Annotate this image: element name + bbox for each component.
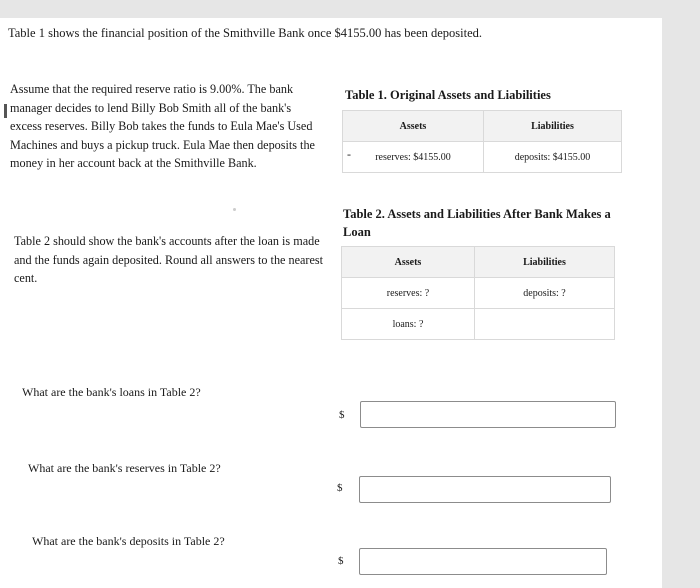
currency-symbol: $: [339, 409, 345, 421]
table1-row-marker: -: [347, 147, 351, 161]
table2-cell-deposits: deposits: ?: [475, 278, 615, 309]
table1-header-assets: Assets: [343, 111, 484, 142]
problem-paragraph-2: Table 2 should show the bank's accounts after the loan is made and the funds again deposited. Round all answers to the nearest cent.: [14, 234, 324, 285]
loans-answer-input[interactable]: [360, 401, 616, 428]
table-row: [342, 278, 615, 309]
table2-cell-loans: loans: ?: [342, 309, 475, 340]
table1-cell-deposits: deposits: $4155.00: [484, 142, 622, 173]
table1-title: Table 1. Original Assets and Liabilities: [345, 88, 551, 102]
table2-header-liabilities: Liabilities: [475, 247, 615, 278]
table1-header-liabilities: Liabilities: [484, 111, 622, 142]
table1: [342, 110, 622, 173]
reserves-answer-input[interactable]: [359, 476, 611, 503]
decorative-dot: [233, 208, 236, 211]
table-row: [343, 142, 622, 173]
table1-cell-reserves: reserves: $4155.00: [343, 142, 484, 173]
text-cursor-marker: [4, 104, 7, 118]
question-deposits: What are the bank's deposits in Table 2?: [32, 534, 225, 548]
intro-text: Table 1 shows the financial position of the Smithville Bank once $4155.00 has been deposited.: [8, 26, 483, 40]
problem-paragraph-1: Assume that the required reserve ratio is 9.00%. The bank manager decides to lend Billy Bob Smith all of the bank's excess reserves. Billy Bob takes the funds to Eula Mae's Used Machines and buys a pickup truck. Eula Mae then deposits the money in her account back at the Smithville Bank.: [10, 82, 315, 170]
table1-header-row: [343, 111, 622, 142]
currency-symbol: $: [338, 555, 344, 567]
table2-cell-reserves: reserves: ?: [342, 278, 475, 309]
currency-symbol: $: [337, 482, 343, 494]
table2-header-row: [342, 247, 615, 278]
table2-header-assets: Assets: [342, 247, 475, 278]
question-loans: What are the bank's loans in Table 2?: [22, 385, 201, 399]
question-reserves: What are the bank's reserves in Table 2?: [28, 461, 221, 475]
table2-title: Table 2. Assets and Liabilities After Bank Makes a Loan: [343, 207, 611, 239]
table2-cell-empty: [475, 309, 615, 340]
deposits-answer-input[interactable]: [359, 548, 607, 575]
table2: [341, 246, 615, 340]
table-row: [342, 309, 615, 340]
